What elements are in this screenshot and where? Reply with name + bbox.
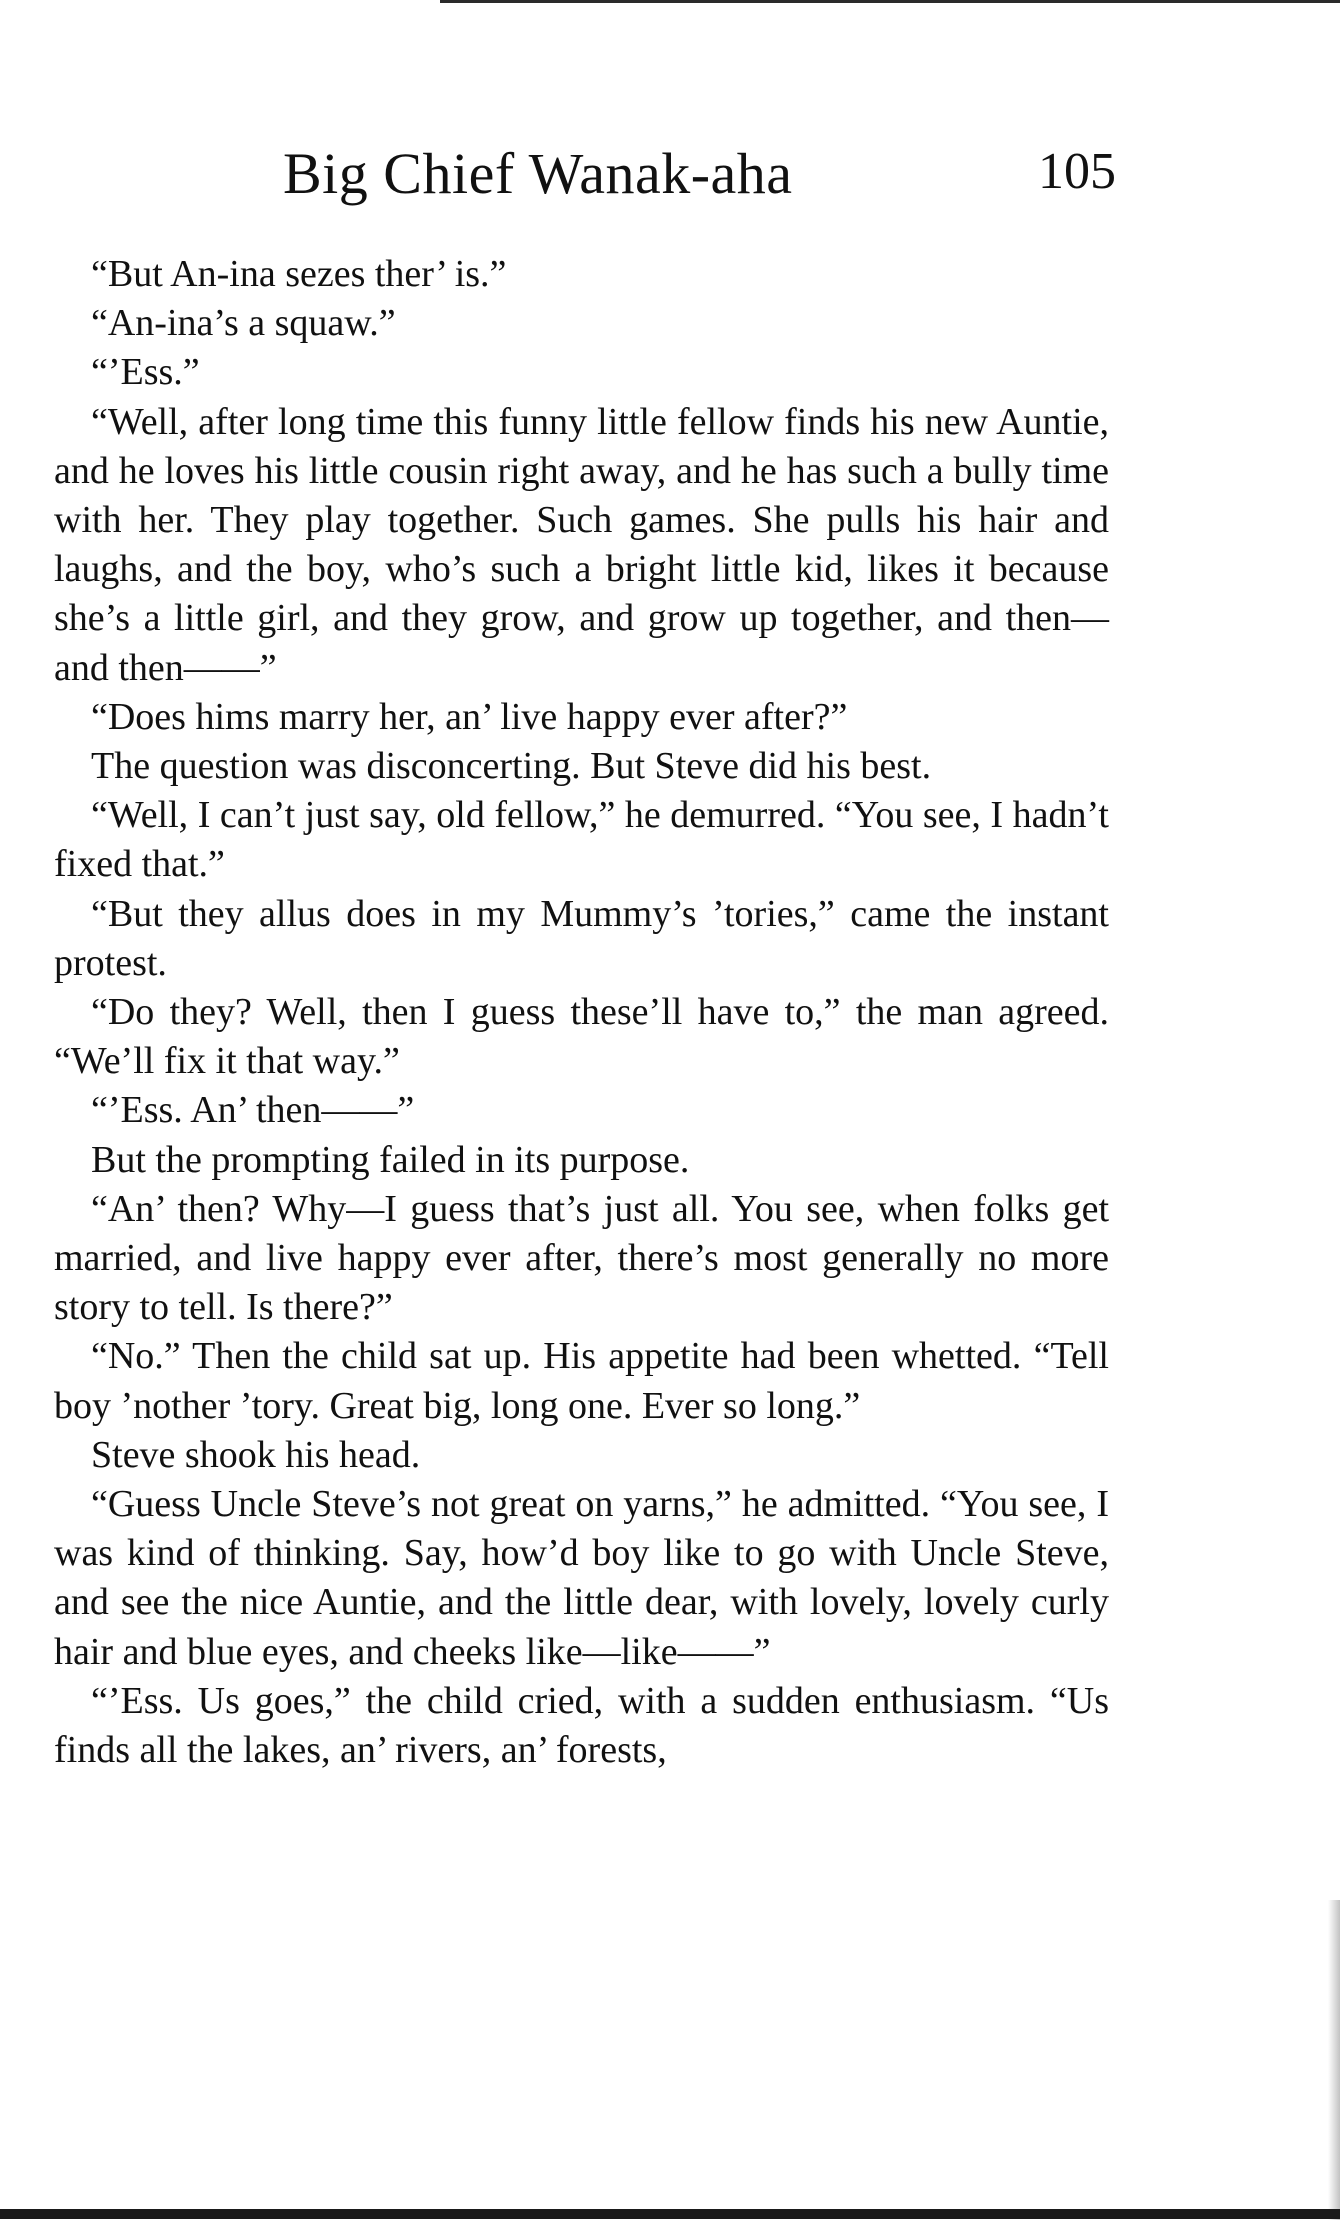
paragraph: But the prompting failed in its purpose.	[91, 1138, 690, 1181]
page-number: 105	[1038, 143, 1116, 200]
page-edge-shadow	[1328, 1900, 1340, 2220]
paragraph: “Well, after long time this funny little fellow finds his new Auntie, and he loves his little cousin right away, and he has such a bully time with her. They play together. Such games. She pulls his hair and laughs, and the boy, who’s such a bright little kid, likes it because she’s a little girl, and they grow, and grow up together, and then—and then——”	[54, 400, 1109, 689]
bottom-edge-rule	[0, 2209, 1340, 2219]
paragraph: “But they allus does in my Mummy’s ’tories,” came the instant protest.	[54, 892, 1109, 984]
paragraph: Steve shook his head.	[91, 1433, 421, 1476]
body-text	[54, 250, 1109, 1775]
paragraph: “An-ina’s a squaw.”	[91, 302, 396, 345]
paragraph: “Well, I can’t just say, old fellow,” he demurred. “You see, I hadn’t fixed that.”	[54, 794, 1109, 886]
running-head	[0, 140, 1340, 220]
paragraph: “Guess Uncle Steve’s not great on yarns,” he admitted. “You see, I was kind of thinking. Say, how’d boy like to go with Uncle Steve, and see the nice Auntie, and the little dear, with lovely, lovely curly hair and blue eyes, and cheeks like—like——”	[54, 1483, 1109, 1673]
paragraph: “No.” Then the child sat up. His appetite had been whetted. “Tell boy ’nother ’tory. Great big, long one. Ever so long.”	[54, 1335, 1109, 1427]
top-edge-rule	[440, 0, 1340, 3]
running-title: Big Chief Wanak-aha	[283, 141, 793, 206]
paragraph: “An’ then? Why—I guess that’s just all. You see, when folks get married, and live happy ever after, there’s most generally no more story to tell. Is there?”	[54, 1187, 1109, 1329]
paragraph: “’Ess. Us goes,” the child cried, with a sudden enthusiasm. “Us finds all the lakes, an’ rivers, an’ forests,	[54, 1679, 1109, 1772]
paragraph: The question was disconcerting. But Steve did his best.	[91, 745, 932, 788]
paragraph: “But An-ina sezes ther’ is.”	[91, 253, 507, 295]
paragraph: “Does hims marry her, an’ live happy ever after?”	[91, 695, 848, 738]
paragraph: “Do they? Well, then I guess these’ll have to,” the man agreed. “We’ll fix it that way.”	[54, 991, 1109, 1083]
paragraph: “’Ess. An’ then——”	[91, 1089, 415, 1132]
paragraph: “’Ess.”	[91, 351, 200, 394]
